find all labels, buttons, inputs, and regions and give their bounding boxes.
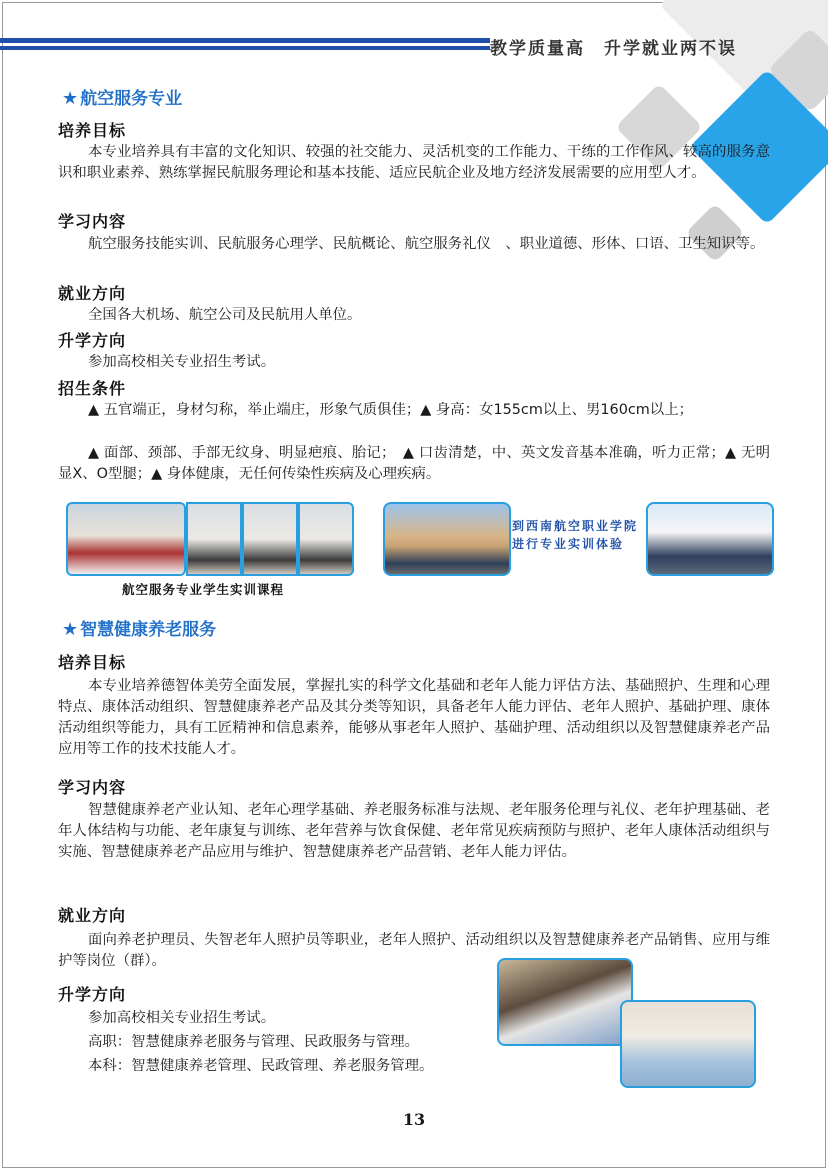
eldercare-photo [497,958,633,1046]
training-photo [298,502,354,576]
photo-caption-visit-line2: 进行专业实训体验 [512,537,625,551]
campus-photo [383,502,511,576]
further-text: 参加高校相关专业招生考试。 [88,354,276,370]
further-text-undergraduate: 本科：智慧健康养老管理、民政管理、养老服务管理。 [88,1058,434,1074]
goal-text: 本专业培养具有丰富的文化知识、较强的社交能力、灵活机变的工作能力、干练的工作作风、较高的服务意识和职业素养、熟练掌握民航服务理论和基本技能、适应民航企业及地方经济发展需要的应用型人才。 [58,144,770,181]
heading-further: 升学方向 [58,331,127,350]
section-title-aviation [62,84,182,109]
heading-study: 学习内容 [58,212,127,231]
study-text: 智慧健康养老产业认知、老年心理学基础、养老服务标准与法规、老年服务伦理与礼仪、老年护理基础、老年人体结构与功能、老年康复与训练、老年营养与饮食保健、老年常见疾病预防与照护、老年人康体活动组织与实施、智慧健康养老产品应用与维护、智慧健康养老产品营销、老年人能力评估。 [58,802,770,860]
training-photo [66,502,186,576]
eldercare-ward-photo [620,1000,756,1088]
section-title-text: 航空服务专业 [80,89,183,109]
further-text: 参加高校相关专业招生考试。 [88,1010,276,1026]
section-title-text: 智慧健康养老服务 [80,620,217,640]
heading-conditions: 招生条件 [58,379,127,398]
aircraft-photo [646,502,774,576]
header-slogan: 教学质量高 升学就业两不误 [490,39,737,59]
page-number: 13 [402,1110,426,1129]
goal-text: 本专业培养德智体美劳全面发展，掌握扎实的科学文化基础和老年人能力评估方法、基础照护、生理和心理特点、康体活动组织、智慧健康养老产品及其分类等知识，具备老年人能力评估、老年人照护、基础护理、康体活动组织等能力，具有工匠精神和信息素养，能够从事老年人照护、基础护理、活动组织以及智慧健康养老产品应用等工作的技术技能人才。 [58,678,770,757]
heading-goal: 培养目标 [58,653,127,672]
heading-further: 升学方向 [58,985,127,1004]
heading-job: 就业方向 [58,906,127,925]
training-photo [242,502,298,576]
job-text: 全国各大机场、航空公司及民航用人单位。 [88,307,362,323]
further-text-vocational: 高职：智慧健康养老服务与管理、民政服务与管理。 [88,1034,419,1050]
header-rule [0,38,490,50]
training-photo [186,502,242,576]
conditions-text-1: ▲ 五官端正，身材匀称，举止端庄，形象气质俱佳；▲ 身高：女155cm以上、男160cm以上； [88,402,693,418]
star-icon: ★ [62,619,79,640]
photo-caption-visit-line1: 到西南航空职业学院 [512,519,639,533]
heading-goal: 培养目标 [58,121,127,140]
conditions-text-2: ▲ 面部、颈部、手部无纹身、明显疤痕、胎记； ▲ 口齿清楚，中、英文发音基本准确，听力正常；▲ 无明显X、O型腿；▲ 身体健康，无任何传染性疾病及心理疾病。 [58,445,770,482]
section-title-eldercare [62,615,216,640]
job-text: 面向养老护理员、失智老年人照护员等职业，老年人照护、活动组织以及智慧健康养老产品销售、应用与维护等岗位（群）。 [58,932,770,969]
study-text: 航空服务技能实训、民航服务心理学、民航概论、航空服务礼仪 、职业道德、形体、口语、卫生知识等。 [88,236,765,252]
heading-job: 就业方向 [58,284,127,303]
star-icon: ★ [62,88,79,109]
photo-caption-training: 航空服务专业学生实训课程 [122,582,285,597]
heading-study: 学习内容 [58,778,127,797]
